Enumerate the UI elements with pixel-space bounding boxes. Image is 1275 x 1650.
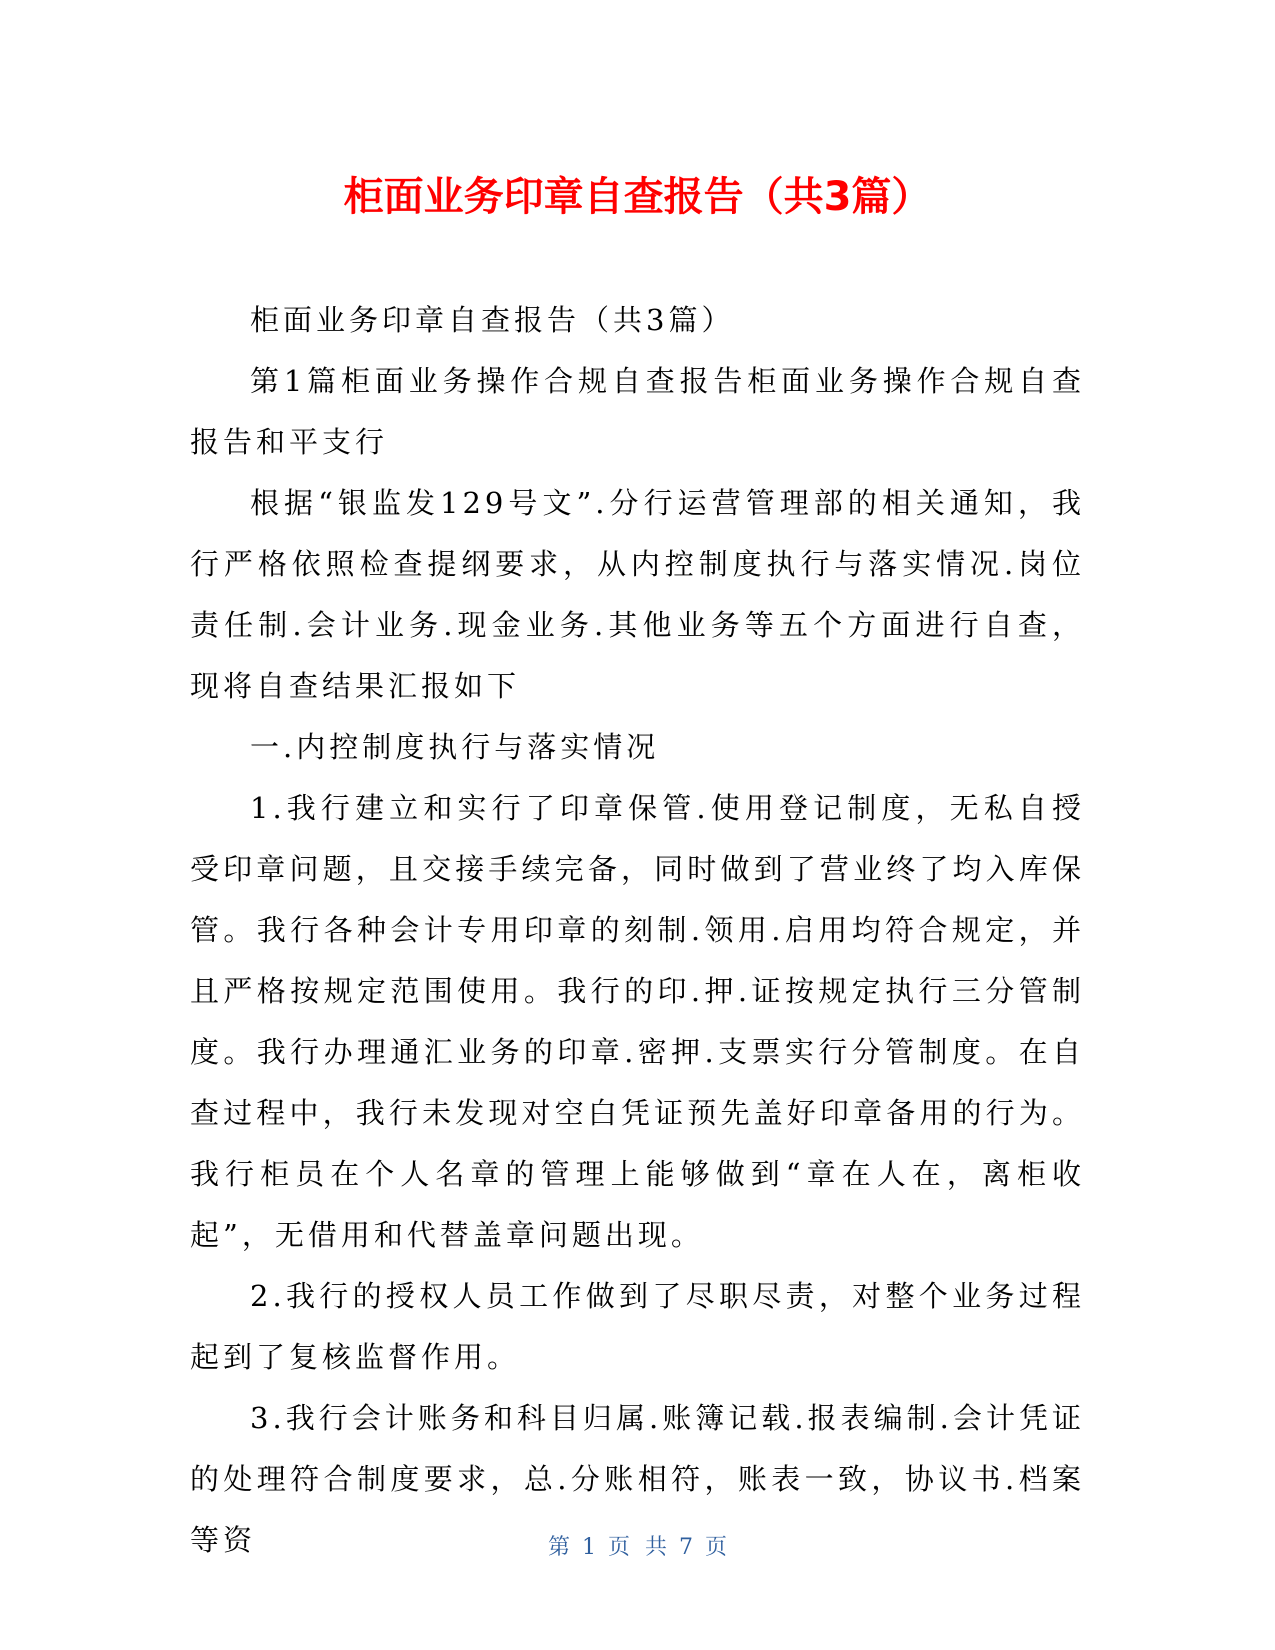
- footer-suffix: 页: [705, 1535, 728, 1560]
- footer-current-page: 1: [582, 1535, 596, 1560]
- paragraph: 根据“银监发129号文”.分行运营管理部的相关通知，我行严格依照检查提纲要求，从内控制度执行与落实情况.岗位责任制.会计业务.现金业务.其他业务等五个方面进行自查，现将自查结果汇报如下: [190, 486, 1085, 703]
- footer-middle: 页 共: [608, 1535, 667, 1560]
- paragraph: 3.我行会计账务和科目归属.账簿记载.报表编制.会计凭证的处理符合制度要求，总.分账相符，账表一致，协议书.档案等资: [190, 1401, 1085, 1557]
- paragraph: 第1篇柜面业务操作合规自查报告柜面业务操作合规自查报告和平支行: [190, 364, 1085, 459]
- paragraph: 一.内控制度执行与落实情况: [250, 730, 660, 764]
- paragraph: 2.我行的授权人员工作做到了尽职尽责，对整个业务过程起到了复核监督作用。: [190, 1279, 1085, 1374]
- paragraph: 柜面业务印章自查报告（共3篇）: [250, 303, 735, 337]
- page-footer: [0, 1530, 1275, 1561]
- footer-prefix: 第: [547, 1535, 570, 1560]
- document-body: [190, 290, 1085, 1571]
- paragraph: 1.我行建立和实行了印章保管.使用登记制度，无私自授受印章问题，且交接手续完备，同时做到了营业终了均入库保管。我行各种会计专用印章的刻制.领用.启用均符合规定，并且严格按规定范围使用。我行的印.押.证按规定执行三分管制度。我行办理通汇业务的印章.密押.支票实行分管制度。在自查过程中，我行未发现对空白凭证预先盖好印章备用的行为。我行柜员在个人名章的管理上能够做到“章在人在，离柜收起”，无借用和代替盖章问题出现。: [190, 791, 1085, 1252]
- document-title: 柜面业务印章自查报告（共3篇）: [343, 174, 932, 220]
- footer-total-pages: 7: [679, 1535, 693, 1560]
